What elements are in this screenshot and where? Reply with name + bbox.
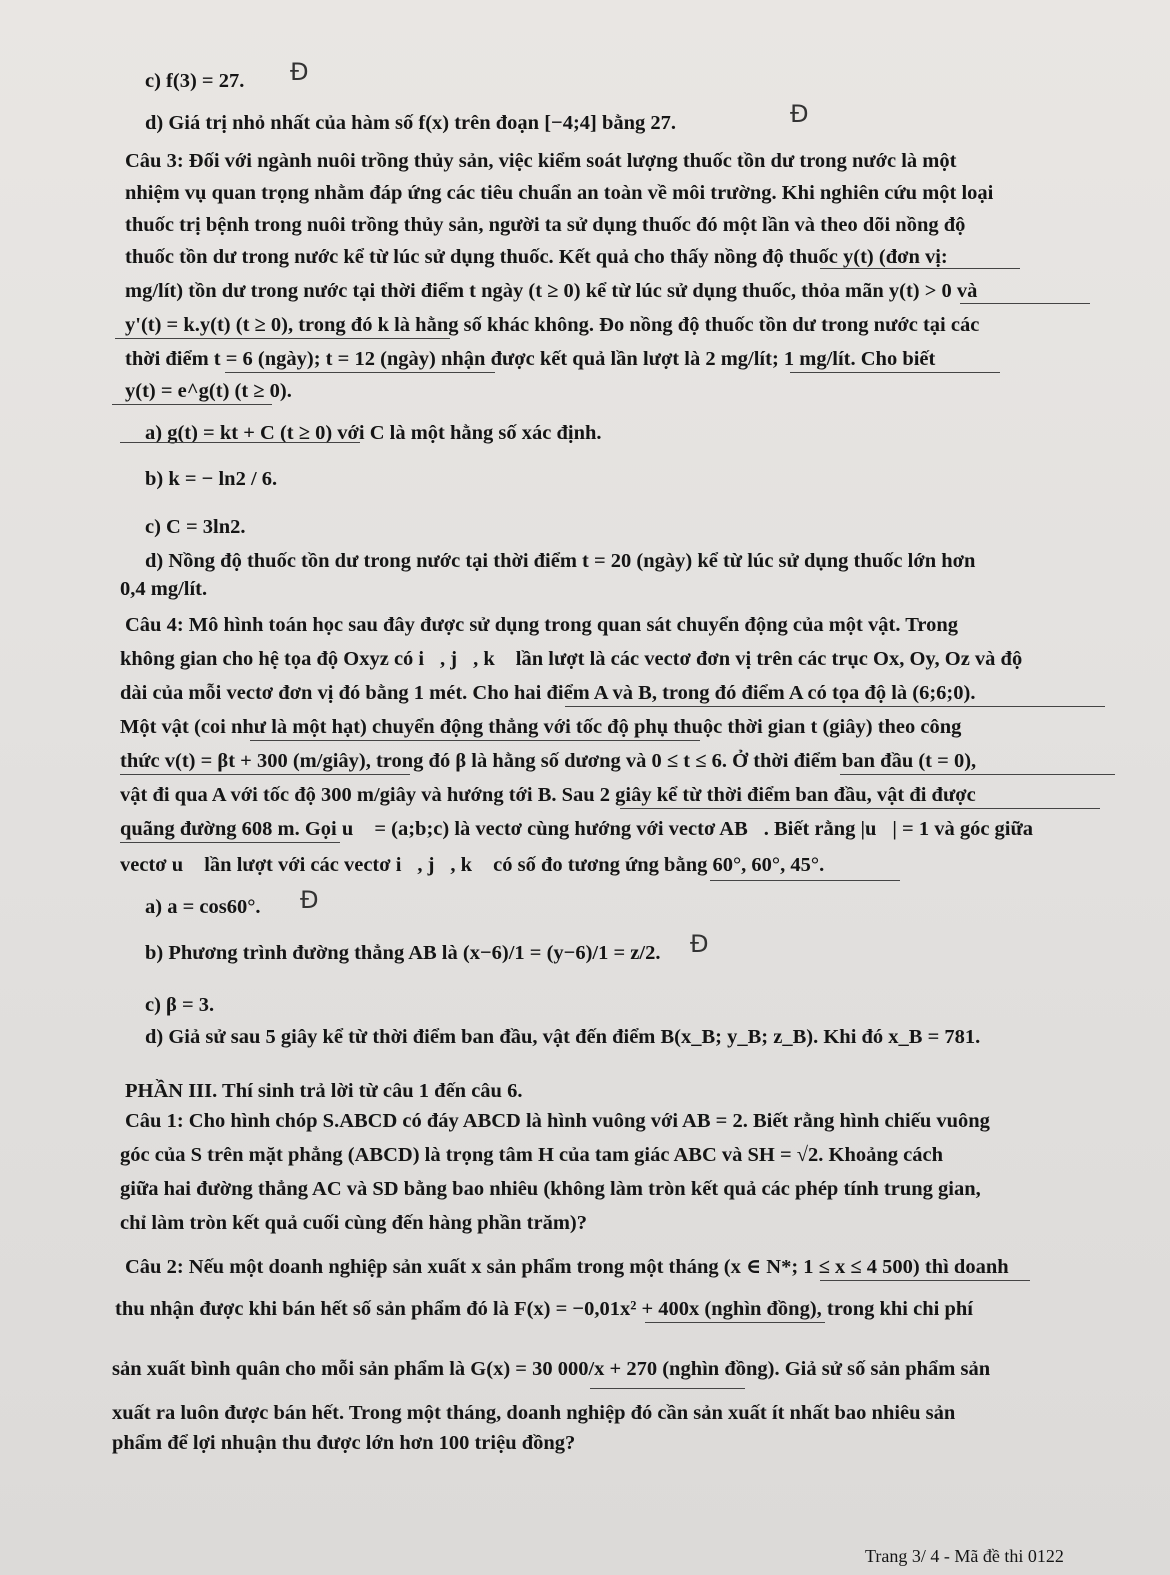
part3-q1-line-2: góc của S trên mặt phẳng (ABCD) là trọng tâm H của tam giác ABC và SH = √2. Khoảng cách	[120, 1144, 943, 1166]
item-d-q3-line-1: d) Nồng độ thuốc tồn dư trong nước tại thời điểm t = 20 (ngày) kể từ lúc sử dụng thuốc lớn hơn	[145, 550, 976, 572]
part3-q2-line-3: sản xuất bình quân cho mỗi sản phẩm là G(x) = 30 000/x + 270 (nghìn đồng). Giả sử số sản phẩm sản	[112, 1358, 991, 1380]
section-3-heading: PHẦN III. Thí sinh trả lời từ câu 1 đến câu 6.	[125, 1080, 523, 1102]
item-a-q4: a) a = cos60°.	[145, 896, 261, 918]
part3-q2-line-4: xuất ra luôn được bán hết. Trong một tháng, doanh nghiệp đó cần sản xuất ít nhất bao nhiêu sản	[112, 1402, 956, 1424]
pen-underline	[115, 338, 450, 339]
question-4-line-3: dài của mỗi vectơ đơn vị đó bằng 1 mét. Cho hai điểm A và B, trong đó điểm A có tọa độ là (6;6;0).	[120, 682, 976, 704]
pen-underline	[120, 442, 360, 443]
question-4-line-2: không gian cho hệ tọa độ Oxyz có i⃗, j⃗, k⃗ lần lượt là các vectơ đơn vị trên các trục Ox, Oy, Oz và độ	[120, 648, 1023, 670]
question-3-line-3: thuốc trị bệnh trong nuôi trồng thủy sản, người ta sử dụng thuốc đó một lần và theo dõi nồng độ	[125, 214, 966, 236]
item-a-q3: a) g(t) = kt + C (t ≥ 0) với C là một hằng số xác định.	[145, 422, 602, 444]
question-4-line-4: Một vật (coi như là một hạt) chuyển động thẳng với tốc độ phụ thuộc thời gian t (giây) theo công	[120, 716, 962, 738]
pen-underline	[820, 1280, 1030, 1281]
pen-underline	[590, 1388, 745, 1389]
item-b-q4: b) Phương trình đường thẳng AB là (x−6)/1 = (y−6)/1 = z/2.	[145, 942, 661, 964]
pen-underline	[840, 774, 1115, 775]
pen-underline	[225, 372, 495, 373]
item-c-q2: c) f(3) = 27.	[145, 70, 245, 92]
question-4-line-6: vật đi qua A với tốc độ 300 m/giây và hướng tới B. Sau 2 giây kể từ thời điểm ban đầu, vật đi được	[120, 784, 976, 806]
question-4-line-8: vectơ u⃗ lần lượt với các vectơ i⃗, j⃗, k⃗ có số đo tương ứng bằng 60°, 60°, 45°.	[120, 854, 825, 876]
item-b-q3: b) k = − ln2 / 6.	[145, 468, 278, 490]
handwritten-mark-icon: Đ	[300, 886, 319, 914]
item-c-q4: c) β = 3.	[145, 994, 215, 1016]
question-3-line-5: mg/lít) tồn dư trong nước tại thời điểm t ngày (t ≥ 0) kể từ lúc sử dụng thuốc, thỏa mãn y(t) > 0 và	[125, 280, 978, 302]
question-3-line-1: Câu 3: Đối với ngành nuôi trồng thủy sản, việc kiểm soát lượng thuốc tồn dư trong nước là một	[125, 150, 957, 172]
page-footer: Trang 3/ 4 - Mã đề thi 0122	[865, 1546, 1064, 1566]
pen-underline	[960, 303, 1090, 304]
part3-q1-line-3: giữa hai đường thẳng AC và SD bằng bao nhiêu (không làm tròn kết quả các phép tính trung gian,	[120, 1178, 981, 1200]
pen-underline	[790, 372, 1000, 373]
handwritten-mark-icon: Đ	[290, 58, 309, 86]
question-4-line-7: quãng đường 608 m. Gọi u⃗ = (a;b;c) là vectơ cùng hướng với vectơ AB⃗. Biết rằng |u⃗| = 1 và góc giữa	[120, 818, 1034, 840]
question-4-line-1: Câu 4: Mô hình toán học sau đây được sử dụng trong quan sát chuyển động của một vật. Trong	[125, 614, 958, 636]
pen-underline	[250, 740, 700, 741]
question-4-line-5: thức v(t) = βt + 300 (m/giây), trong đó β là hằng số dương và 0 ≤ t ≤ 6. Ở thời điểm ban đầu (t = 0),	[120, 750, 977, 772]
pen-underline	[112, 404, 272, 405]
part3-q2-line-2: thu nhận được khi bán hết số sản phẩm đó là F(x) = −0,01x² + 400x (nghìn đồng), trong khi chi phí	[115, 1298, 973, 1320]
part3-q2-line-5: phẩm để lợi nhuận thu được lớn hơn 100 triệu đồng?	[112, 1432, 576, 1454]
pen-underline	[620, 808, 1100, 809]
pen-underline	[565, 706, 1105, 707]
part3-q2-line-1: Câu 2: Nếu một doanh nghiệp sản xuất x sản phẩm trong một tháng (x ∈ N*; 1 ≤ x ≤ 4 500) thì doanh	[125, 1256, 1009, 1278]
question-3-line-4: thuốc tồn dư trong nước kể từ lúc sử dụng thuốc. Kết quả cho thấy nồng độ thuốc y(t) (đơn vị:	[125, 246, 948, 268]
handwritten-mark-icon: Đ	[690, 930, 709, 958]
pen-underline	[120, 842, 340, 843]
question-3-line-8: y(t) = e^g(t) (t ≥ 0).	[125, 380, 292, 402]
part3-q1-line-1: Câu 1: Cho hình chóp S.ABCD có đáy ABCD là hình vuông với AB = 2. Biết rằng hình chiếu vuông	[125, 1110, 990, 1132]
item-c-q3: c) C = 3ln2.	[145, 516, 246, 538]
item-d-q3-line-2: 0,4 mg/lít.	[120, 578, 208, 600]
pen-underline	[820, 268, 1020, 269]
part3-q1-line-4: chỉ làm tròn kết quả cuối cùng đến hàng phần trăm)?	[120, 1212, 588, 1234]
pen-underline	[710, 880, 900, 881]
item-d-q2: d) Giá trị nhỏ nhất của hàm số f(x) trên đoạn [−4;4] bằng 27.	[145, 112, 677, 134]
handwritten-mark-icon: Đ	[790, 100, 809, 128]
question-3-line-6: y'(t) = k.y(t) (t ≥ 0), trong đó k là hằng số khác không. Đo nồng độ thuốc tồn dư trong nước tại các	[125, 314, 980, 336]
question-3-line-7: thời điểm t = 6 (ngày); t = 12 (ngày) nhận được kết quả lần lượt là 2 mg/lít; 1 mg/lít. Cho biết	[125, 348, 936, 370]
question-3-line-2: nhiệm vụ quan trọng nhằm đáp ứng các tiêu chuẩn an toàn về môi trường. Khi nghiên cứu một loại	[125, 182, 994, 204]
item-d-q4: d) Giả sử sau 5 giây kể từ thời điểm ban đầu, vật đến điểm B(x_B; y_B; z_B). Khi đó x_B = 781.	[145, 1026, 981, 1048]
pen-underline	[645, 1322, 825, 1323]
pen-underline	[120, 774, 410, 775]
